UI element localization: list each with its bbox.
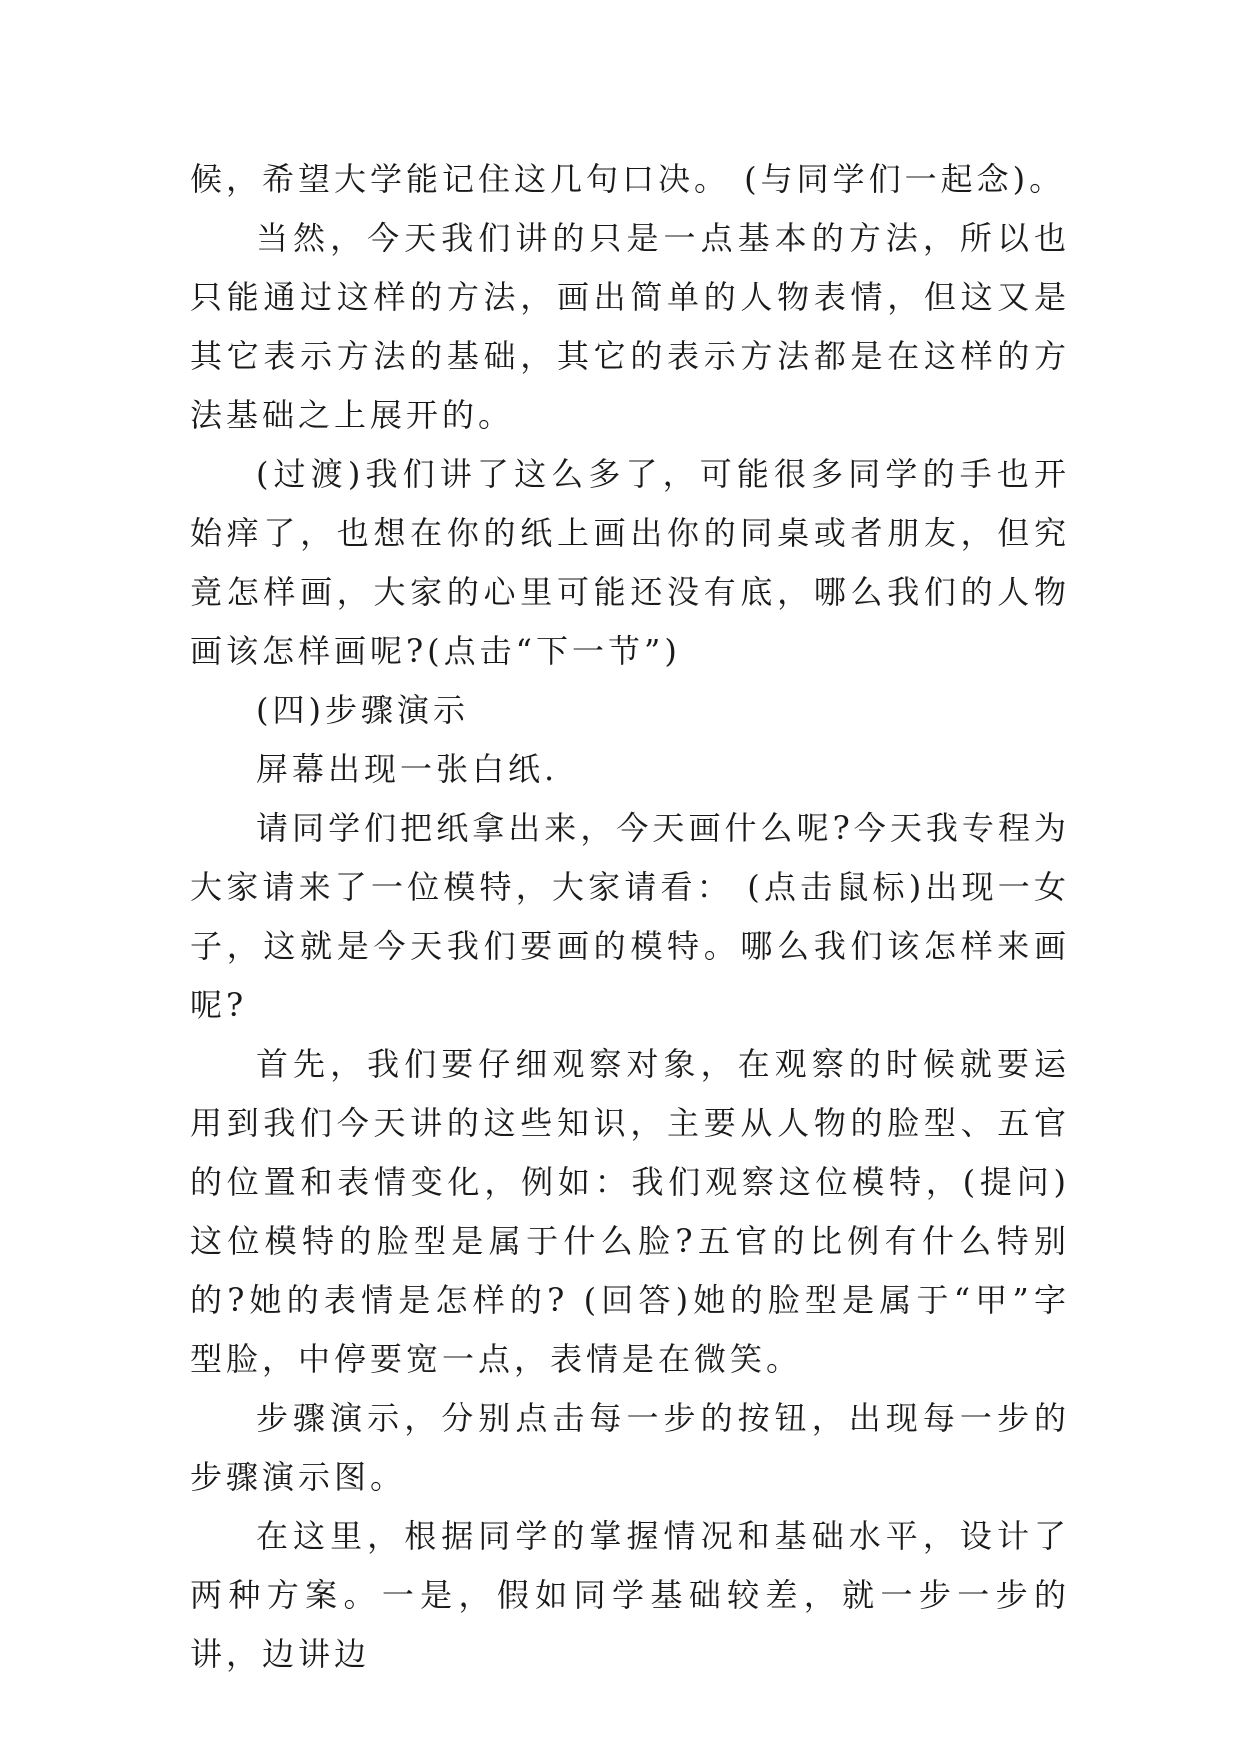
paragraph-7: 首先，我们要仔细观察对象，在观察的时候就要运用到我们今天讲的这些知识，主要从人物的脸型、五官的位置和表情变化，例如：我们观察这位模特，(提问)这位模特的脸型是属于什么脸?五官的比例有什么特别的?她的表情是怎样的? (回答)她的脸型是属于“甲”字型脸，中停要宽一点，表情是在微笑。 bbox=[190, 1045, 1070, 1378]
paragraph-3: (过渡)我们讲了这么多了，可能很多同学的手也开始痒了，也想在你的纸上画出你的同桌或者朋友，但究竟怎样画，大家的心里可能还没有底，哪么我们的人物画该怎样画呢?(点击“下一节”) bbox=[190, 455, 1070, 670]
paragraph-9: 在这里，根据同学的掌握情况和基础水平，设计了两种方案。一是，假如同学基础较差，就一步一步的讲，边讲边 bbox=[190, 1517, 1070, 1673]
paragraph-6: 请同学们把纸拿出来，今天画什么呢?今天我专程为大家请来了一位模特，大家请看： (点击鼠标)出现一女子，这就是今天我们要画的模特。哪么我们该怎样来画呢? bbox=[190, 809, 1070, 1024]
paragraph-1: 候，希望大学能记住这几句口决。 (与同学们一起念)。 bbox=[190, 160, 1066, 198]
document-body bbox=[190, 150, 1070, 1684]
section-heading-step-demo: (四)步骤演示 bbox=[256, 691, 469, 729]
paragraph-5: 屏幕出现一张白纸. bbox=[256, 750, 559, 788]
paragraph-2: 当然，今天我们讲的只是一点基本的方法，所以也只能通过这样的方法，画出简单的人物表情，但这又是其它表示方法的基础，其它的表示方法都是在这样的方法基础之上展开的。 bbox=[190, 219, 1070, 434]
paragraph-8: 步骤演示，分别点击每一步的按钮，出现每一步的步骤演示图。 bbox=[190, 1399, 1070, 1496]
